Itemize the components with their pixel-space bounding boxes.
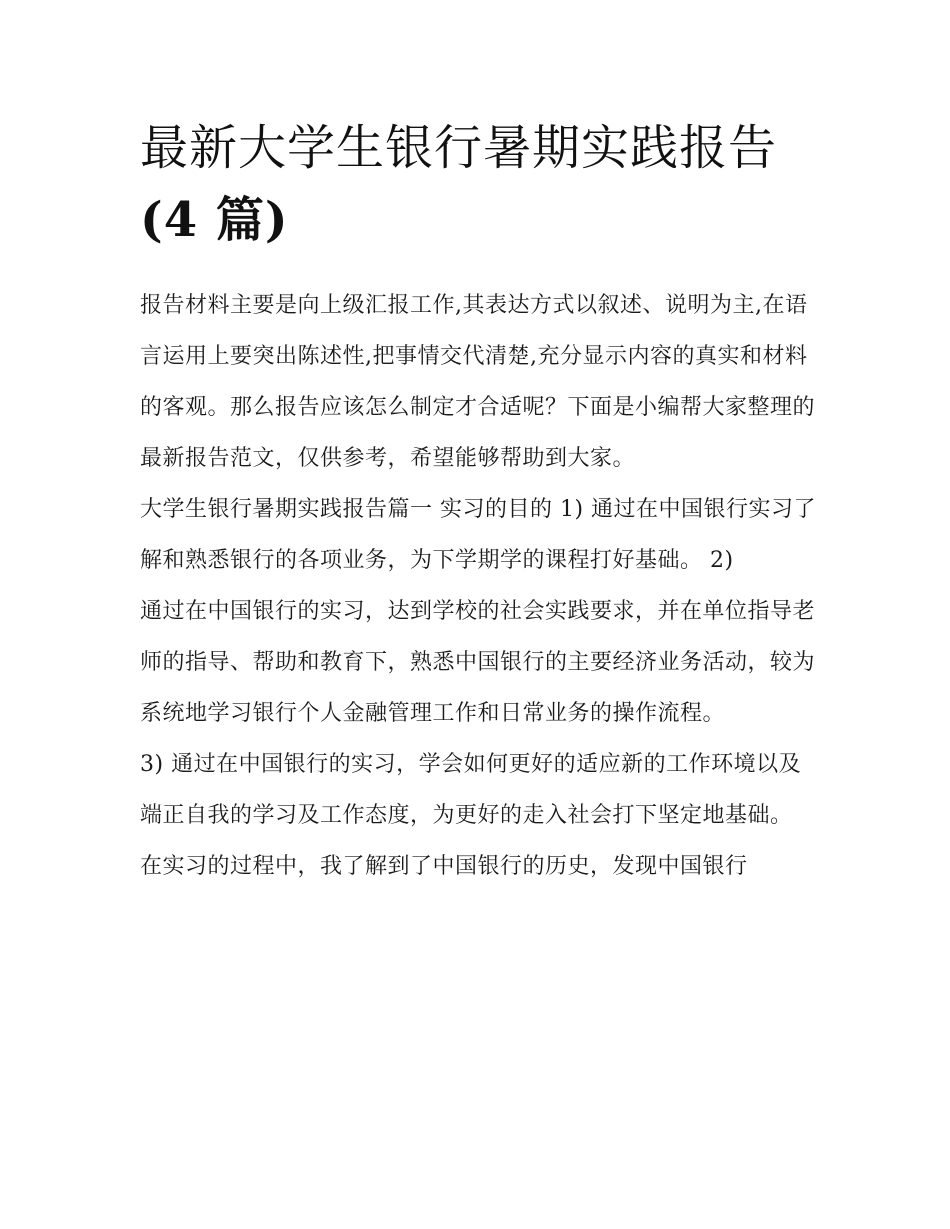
document-body — [140, 280, 820, 892]
document-title-line1: 最新大学生银行暑期实践报告 — [140, 120, 778, 176]
paragraph-process: 在实习的过程中，我了解到了中国银行的历史，发现中国银行 — [140, 854, 748, 879]
document-title-line2: (4 篇) — [140, 192, 289, 248]
paragraph-purpose-3: 3) 通过在中国银行的实习，学会如何更好的适应新的工作环境以及端正自我的学习及工作态度，为更好的走入社会打下坚定地基础。 — [140, 752, 802, 828]
document-title — [140, 112, 820, 256]
paragraph-purpose-2: 通过在中国银行的实习，达到学校的社会实践要求，并在单位指导老师的指导、帮助和教育下，熟悉中国银行的主要经济业务活动，较为系统地学习银行个人金融管理工作和日常业务的操作流程。 — [140, 599, 816, 726]
paragraph-purpose-1: 大学生银行暑期实践报告篇一 实习的目的 1) 通过在中国银行实习了解和熟悉银行的各项业务，为下学期学的课程打好基础。 2) — [140, 497, 817, 573]
paragraph-intro: 报告材料主要是向上级汇报工作,其表达方式以叙述、说明为主,在语言运用上要突出陈述性,把事情交代清楚,充分显示内容的真实和材料的客观。那么报告应该怎么制定才合适呢？下面是小编帮大家整理的最新报告范文，仅供参考，希望能够帮助到大家。 — [140, 293, 816, 471]
